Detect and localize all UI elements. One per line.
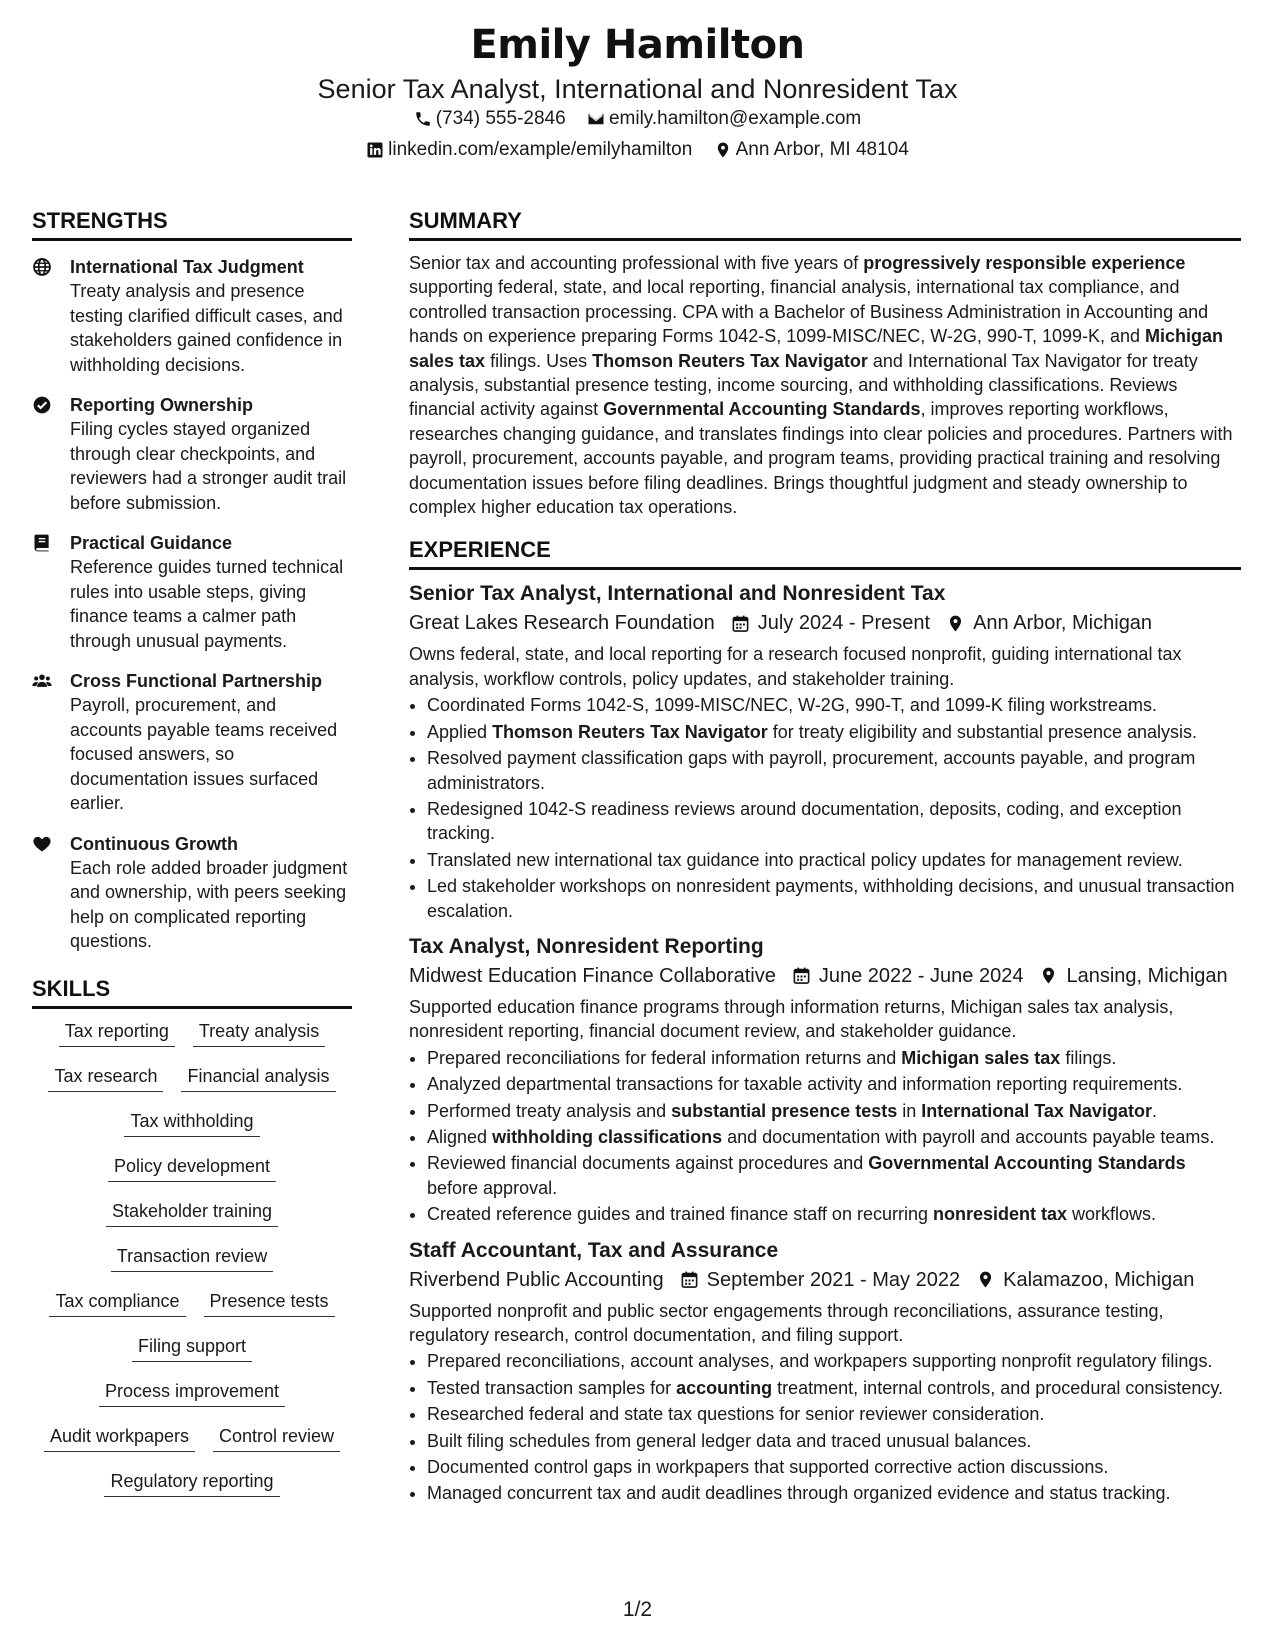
job-entry bbox=[409, 1237, 1241, 1506]
location-text: Ann Arbor, MI 48104 bbox=[735, 139, 909, 160]
map-pin-icon bbox=[946, 614, 965, 633]
bullet-item bbox=[427, 1455, 1241, 1479]
text-run: Researched federal and state tax questions for senior reviewer consideration. bbox=[427, 1404, 1045, 1425]
text-run: before approval. bbox=[427, 1177, 558, 1198]
text-run: and International Tax Navigator for treaty analysis, substantial presence testing, income sourcing, and withholding classifications. Reviews financial activity against bbox=[409, 350, 1198, 420]
candidate-name: Emily Hamilton bbox=[470, 22, 805, 68]
strength-title: Cross Functional Partnership bbox=[70, 671, 323, 691]
bold-text: Governmental Accounting Standards bbox=[868, 1153, 1186, 1174]
job-company: Great Lakes Research Foundation bbox=[409, 612, 715, 635]
bold-text: Michigan sales tax bbox=[409, 326, 1224, 371]
calendar-icon bbox=[731, 614, 750, 633]
bullet-item bbox=[427, 693, 1241, 717]
strength-desc: Treaty analysis and presence testing clarified difficult cases, and stakeholders gained confidence in withholding decisions. bbox=[70, 281, 343, 375]
text-run: Built filing schedules from general ledger data and traced unusual balances. bbox=[427, 1430, 1032, 1451]
map-pin-icon bbox=[1039, 966, 1058, 985]
strength-desc: Filing cycles stayed organized through clear checkpoints, and reviewers had a stronger audit trail before submission. bbox=[70, 419, 347, 513]
job-dates: September 2021 - May 2022 bbox=[706, 1268, 961, 1291]
bullet-item bbox=[427, 797, 1241, 846]
text-run: Documented control gaps in workpapers that supported corrective action discussions. bbox=[427, 1457, 1109, 1478]
experience-heading: EXPERIENCE bbox=[409, 537, 1241, 570]
left-column bbox=[32, 208, 352, 1514]
strength-desc: Each role added broader judgment and ownership, with peers seeking help on complicated reporting questions. bbox=[70, 857, 348, 951]
job-location: Ann Arbor, Michigan bbox=[973, 612, 1153, 635]
text-run: Resolved payment classification gaps with payroll, procurement, accounts payable, and program administrators. bbox=[427, 748, 1196, 793]
bold-text: International Tax Navigator bbox=[921, 1100, 1152, 1121]
map-pin-icon bbox=[714, 141, 732, 159]
bullet-item bbox=[427, 1349, 1241, 1373]
bullet-item bbox=[427, 1376, 1241, 1400]
bullet-item bbox=[427, 1072, 1241, 1096]
job-dates: June 2022 - June 2024 bbox=[818, 964, 1024, 987]
skill-tag: Policy development bbox=[108, 1154, 276, 1182]
linkedin-text: linkedin.com/example/emilyhamilton bbox=[388, 139, 693, 160]
text-run: , improves reporting workflows, researches changing guidance, and translates findings into clear policies and procedures. Partners with payroll, procurement, accounts payable, and program teams, providing practical training and resolving documentation issues before filing deadlines. Brings thoughtful judgment and steady ownership to complex higher education tax operations. bbox=[409, 399, 1233, 518]
bold-text: progressively responsible experience bbox=[863, 253, 1186, 273]
job-entry bbox=[409, 933, 1241, 1227]
bold-text: nonresident tax bbox=[932, 1204, 1068, 1225]
skill-tag: Treaty analysis bbox=[193, 1019, 325, 1047]
bold-text: Thomson Reuters Tax Navigator bbox=[592, 350, 868, 371]
job-dates: July 2024 - Present bbox=[757, 612, 931, 635]
book-icon bbox=[32, 533, 52, 553]
bullet-item bbox=[427, 848, 1241, 872]
skill-tag: Transaction review bbox=[111, 1244, 273, 1272]
job-meta bbox=[409, 608, 1241, 638]
bullet-item bbox=[427, 720, 1241, 744]
text-run: Prepared reconciliations for federal information returns and bbox=[427, 1047, 902, 1068]
skill-tag: Tax research bbox=[48, 1064, 163, 1092]
right-column bbox=[409, 208, 1241, 1516]
contact-row-1 bbox=[0, 108, 1275, 134]
strength-title: Practical Guidance bbox=[70, 533, 233, 553]
text-run: workflows. bbox=[1067, 1204, 1157, 1225]
skill-tag: Financial analysis bbox=[181, 1064, 335, 1092]
strength-item bbox=[32, 255, 352, 377]
bullet-item bbox=[427, 1125, 1241, 1149]
bold-text: Thomson Reuters Tax Navigator bbox=[492, 721, 768, 742]
job-description: Owns federal, state, and local reporting for a research focused nonprofit, guiding international tax analysis, workflow controls, policy updates, and stakeholder training. bbox=[409, 644, 1182, 689]
bullet-item bbox=[427, 1046, 1241, 1070]
check-circle-icon bbox=[32, 395, 52, 415]
bullet-item bbox=[427, 1402, 1241, 1426]
bullet-item bbox=[427, 1099, 1241, 1123]
page-number: 1/2 bbox=[622, 1598, 653, 1621]
text-run: Reviewed financial documents against procedures and bbox=[427, 1153, 869, 1174]
text-run: Applied bbox=[427, 721, 493, 742]
envelope-icon bbox=[587, 110, 605, 128]
text-run: for treaty eligibility and substantial presence analysis. bbox=[767, 721, 1198, 742]
job-meta bbox=[409, 1265, 1241, 1295]
text-run: Senior tax and accounting professional with five years of bbox=[409, 253, 864, 273]
text-run: . bbox=[1151, 1100, 1157, 1121]
bold-text: substantial presence tests bbox=[671, 1100, 898, 1121]
job-bullets bbox=[409, 1349, 1241, 1505]
skill-tag: Audit workpapers bbox=[44, 1424, 195, 1452]
summary-heading: SUMMARY bbox=[409, 208, 1241, 241]
linkedin-contact[interactable] bbox=[366, 139, 692, 161]
text-run: Tested transaction samples for bbox=[427, 1377, 677, 1398]
skill-tag: Stakeholder training bbox=[106, 1199, 278, 1227]
strengths-heading: STRENGTHS bbox=[32, 208, 352, 241]
phone-icon bbox=[414, 110, 432, 128]
bold-text: Governmental Accounting Standards bbox=[603, 399, 921, 420]
bullet-item bbox=[427, 1481, 1241, 1505]
bold-text: withholding classifications bbox=[492, 1126, 723, 1147]
strength-item bbox=[32, 669, 352, 816]
text-run: Created reference guides and trained finance staff on recurring bbox=[427, 1204, 933, 1225]
strength-title: Continuous Growth bbox=[70, 833, 238, 854]
linkedin-icon bbox=[366, 141, 384, 159]
job-bullets bbox=[409, 693, 1241, 923]
bold-text: Michigan sales tax bbox=[901, 1047, 1061, 1068]
text-run: Managed concurrent tax and audit deadlines through organized evidence and status tracking. bbox=[427, 1483, 1171, 1504]
strength-item bbox=[32, 832, 352, 954]
job-title: Tax Analyst, Nonresident Reporting bbox=[409, 934, 764, 958]
skill-tag: Control review bbox=[213, 1424, 340, 1452]
text-run: in bbox=[897, 1100, 922, 1121]
text-run: treatment, internal controls, and procedural consistency. bbox=[772, 1377, 1224, 1398]
strength-item bbox=[32, 531, 352, 653]
skill-tag: Tax reporting bbox=[59, 1019, 175, 1047]
phone-text: (734) 555-2846 bbox=[435, 108, 566, 129]
contact-row-2 bbox=[0, 139, 1275, 165]
bullet-item bbox=[427, 746, 1241, 795]
text-run: filings. Uses bbox=[485, 350, 593, 371]
job-company: Midwest Education Finance Collaborative bbox=[409, 964, 776, 987]
job-entry bbox=[409, 580, 1241, 922]
skill-tag: Filing support bbox=[132, 1334, 252, 1362]
job-title: Staff Accountant, Tax and Assurance bbox=[409, 1238, 779, 1262]
skill-tag: Process improvement bbox=[99, 1379, 285, 1407]
skills-list bbox=[32, 1019, 352, 1514]
job-company: Riverbend Public Accounting bbox=[409, 1268, 664, 1291]
skill-tag: Presence tests bbox=[204, 1289, 335, 1317]
text-run: Redesigned 1042-S readiness reviews around documentation, deposits, coding, and exception tracking. bbox=[427, 798, 1182, 844]
globe-icon bbox=[32, 257, 52, 277]
job-meta bbox=[409, 961, 1241, 991]
text-run: Translated new international tax guidance into practical policy updates for management review. bbox=[427, 849, 1183, 870]
candidate-title: Senior Tax Analyst, International and Nonresident Tax bbox=[317, 74, 958, 104]
strength-desc: Payroll, procurement, and accounts payable teams received focused answers, so documentation issues surfaced earlier. bbox=[70, 695, 338, 813]
strength-title: Reporting Ownership bbox=[70, 395, 254, 415]
email-text: emily.hamilton@example.com bbox=[608, 108, 862, 129]
strength-title: International Tax Judgment bbox=[70, 257, 304, 277]
text-run: Led stakeholder workshops on nonresident payments, withholding decisions, and unusual transaction escalation. bbox=[427, 876, 1235, 921]
skill-tag: Tax compliance bbox=[49, 1289, 185, 1317]
text-run: and documentation with payroll and accounts payable teams. bbox=[722, 1126, 1215, 1147]
heart-icon bbox=[32, 834, 52, 854]
job-title: Senior Tax Analyst, International and Nonresident Tax bbox=[409, 582, 946, 606]
location-contact bbox=[714, 139, 909, 161]
bold-text: accounting bbox=[676, 1377, 773, 1398]
text-run: Aligned bbox=[427, 1126, 493, 1147]
bullet-item bbox=[427, 1202, 1241, 1226]
map-pin-icon bbox=[976, 1270, 995, 1289]
job-location: Kalamazoo, Michigan bbox=[1003, 1268, 1195, 1291]
text-run: supporting federal, state, and local reporting, financial analysis, international tax compliance, and controlled transaction processing. CPA with a Bachelor of Business Administration in Accounting and hands on experience preparing Forms 1042-S, 1099-MISC/NEC, W-2G, 990-T, 1099-K, and bbox=[409, 277, 1209, 347]
text-run: Coordinated Forms 1042-S, 1099-MISC/NEC, W-2G, 990-T, and 1099-K filing workstreams. bbox=[427, 695, 1157, 716]
skill-tag: Regulatory reporting bbox=[104, 1469, 279, 1497]
job-description: Supported nonprofit and public sector engagements through reconciliations, assurance testing, regulatory research, control documentation, and filing support. bbox=[409, 1300, 1164, 1345]
calendar-icon bbox=[792, 966, 811, 985]
job-location: Lansing, Michigan bbox=[1066, 964, 1228, 987]
summary-text bbox=[409, 251, 1241, 519]
skills-heading: SKILLS bbox=[32, 976, 352, 1009]
phone-contact[interactable] bbox=[414, 108, 566, 130]
text-run: Prepared reconciliations, account analyses, and workpapers supporting nonprofit regulatory filings. bbox=[427, 1351, 1213, 1372]
skill-tag: Tax withholding bbox=[124, 1109, 259, 1137]
strength-desc: Reference guides turned technical rules into usable steps, giving finance teams a calmer path through unusual payments. bbox=[70, 557, 344, 651]
email-contact[interactable] bbox=[587, 108, 861, 130]
text-run: filings. bbox=[1060, 1047, 1117, 1068]
bullet-item bbox=[427, 1429, 1241, 1453]
job-description: Supported education finance programs through information returns, Michigan sales tax analysis, nonresident reporting, financial document review, and stakeholder guidance. bbox=[409, 996, 1174, 1042]
users-icon bbox=[32, 671, 52, 691]
calendar-icon bbox=[680, 1270, 699, 1289]
job-bullets bbox=[409, 1046, 1241, 1227]
strength-item bbox=[32, 393, 352, 515]
text-run: Analyzed departmental transactions for taxable activity and information reporting requirements. bbox=[427, 1074, 1183, 1095]
bullet-item bbox=[427, 1151, 1241, 1200]
bullet-item bbox=[427, 874, 1241, 923]
text-run: Performed treaty analysis and bbox=[427, 1100, 672, 1121]
